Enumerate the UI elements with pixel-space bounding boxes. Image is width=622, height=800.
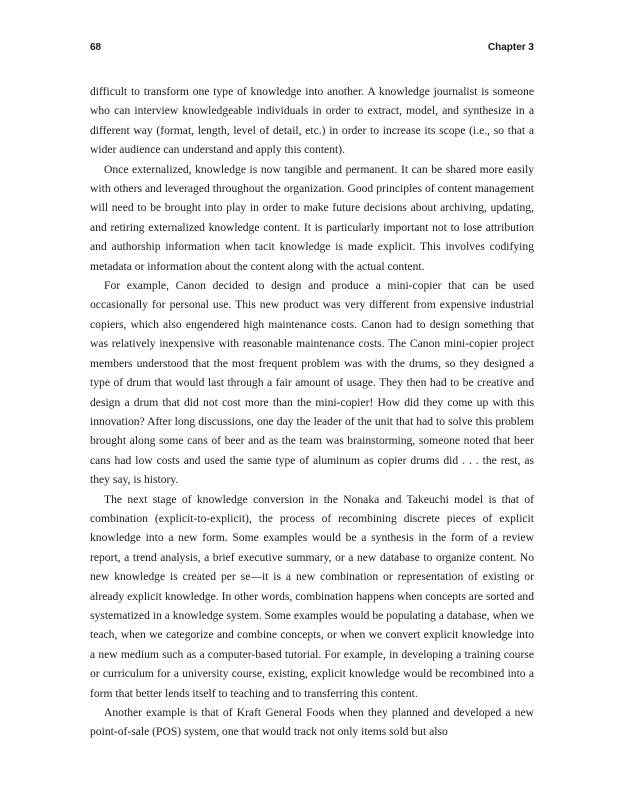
page-number: 68 xyxy=(90,42,102,53)
paragraph-externalization: Once externalized, knowledge is now tangible and permanent. It can be shared more easily with others and leveraged throughout the organization. Good principles of content management will need to be brought into play in order to make future decisions about archiving, updating, and retiring externalized knowledge content. It is particularly important not to lose attribution and authorship information when tacit knowledge is made explicit. This involves codifying metadata or information about the content along with the actual content. xyxy=(90,162,534,273)
paragraph-kraft-example: Another example is that of Kraft General Foods when they planned and developed a new point-of-sale (POS) system, one that would track not only items sold but also xyxy=(90,706,534,739)
paragraph-continued: difficult to transform one type of knowledge into another. A knowledge journalist is someone who can interview knowledgeable individuals in order to extract, model, and synthesize in a different way (format, length, level of detail, etc.) in order to increase its scope (i.e., so that a wider audience can understand and apply this content). xyxy=(90,85,534,157)
paragraph-canon-example: For example, Canon decided to design and produce a mini-copier that can be used occasionally for personal use. This new product was very different from expensive industrial copiers, which also engendered high maintenance costs. Canon had to design something that was relatively inexpensive with reasonable maintenance costs. The Canon mini-copier project members understood that the most frequent problem was with the drums, so they designed a type of drum that would last through a fair amount of usage. They then had to be creative and design a drum that did not cost more than the mini-copier! How did they come up with this innovation? After long discussions, one day the leader of the unit that had to solve this problem brought along some cans of beer and as the team was brainstorming, someone noted that beer cans had low costs and used the same type of aluminum as copier drums did . . . the rest, as they say, is history. xyxy=(90,279,534,487)
page-body xyxy=(90,82,534,742)
paragraph-combination: The next stage of knowledge conversion in the Nonaka and Takeuchi model is that of combination (explicit-to-explicit), the process of recombining discrete pieces of explicit knowledge into a new form. Some examples would be a synthesis in the form of a review report, a trend analysis, a brief executive summary, or a new database to organize content. No new knowledge is created per se—it is a new combination or representation of existing or already explicit knowledge. In other words, combination happens when concepts are sorted and systematized in a knowledge system. Some examples would be populating a database, when we teach, when we categorize and combine concepts, or when we convert explicit knowledge into a new medium such as a computer-based tutorial. For example, in developing a training course or curriculum for a university course, existing, explicit knowledge would be recombined into a form that better lends itself to teaching and to transferring this content. xyxy=(90,492,534,700)
chapter-label: Chapter 3 xyxy=(487,42,534,53)
page-header xyxy=(90,42,534,56)
